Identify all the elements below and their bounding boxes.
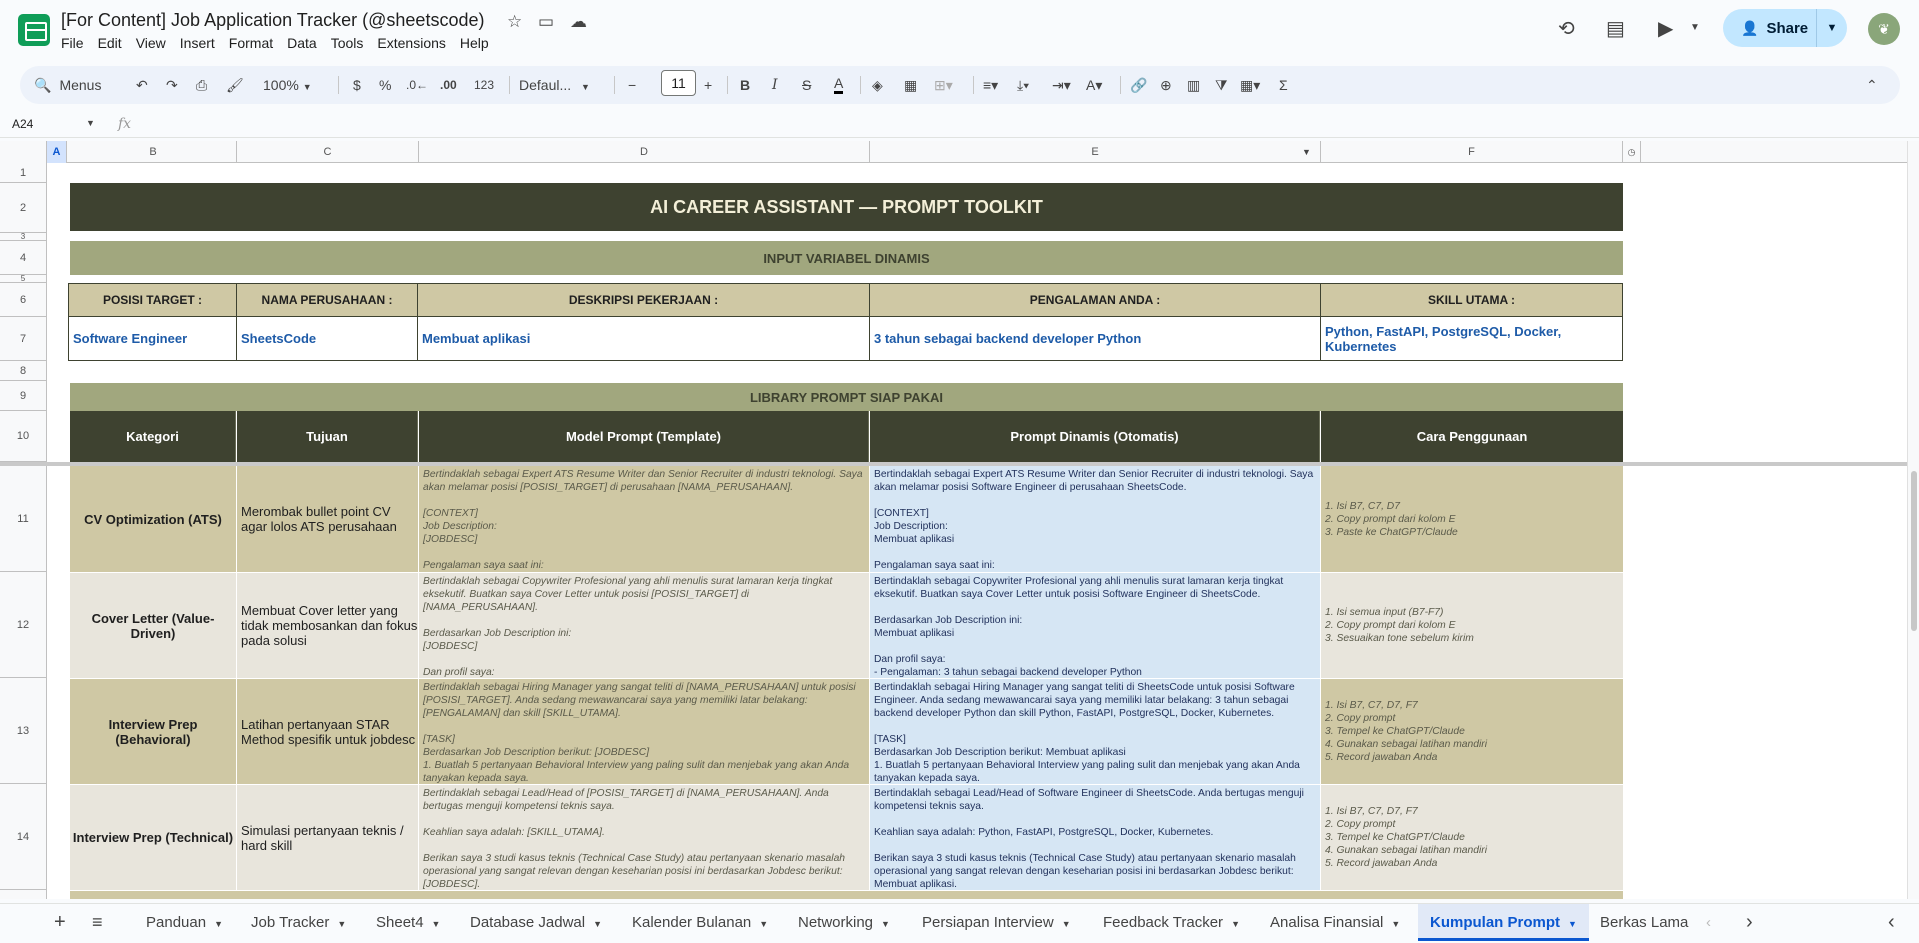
formula-input[interactable] (145, 116, 1845, 134)
menu-insert[interactable]: Insert (179, 35, 215, 51)
column-header-f[interactable]: F (1321, 141, 1623, 163)
row-header-9[interactable]: 9 (0, 381, 46, 411)
tab-label: Feedback Tracker (1103, 914, 1224, 931)
library-header-tujuan[interactable]: Tujuan (237, 411, 418, 462)
strikethrough-button[interactable]: S (802, 77, 812, 93)
tab-networking[interactable] (798, 904, 890, 941)
font-size-increase-icon[interactable]: + (704, 77, 713, 93)
paint-format-icon[interactable]: 🖌 (226, 77, 244, 93)
library-row-5-peek (70, 891, 1623, 899)
menu-help[interactable]: Help (459, 35, 489, 51)
decrease-decimal-button[interactable]: .0← (406, 78, 429, 92)
merge-cells-icon[interactable]: ⊞▾ (934, 77, 953, 93)
input-header-perusahaan[interactable]: NAMA PERUSAHAAN : (236, 283, 418, 317)
print-icon[interactable]: ⎙ (196, 77, 208, 93)
borders-icon[interactable]: ▦ (904, 77, 918, 93)
chevron-down-icon: ▼ (431, 919, 441, 929)
search-icon: 🔍 (34, 76, 52, 93)
input-header-deskripsi[interactable]: DESKRIPSI PEKERJAAN : (417, 283, 870, 317)
library-row-4-dinamis[interactable]: Bertindaklah sebagai Lead/Head of Software Engineer di SheetsCode. Anda bertugas menguji kompetensi teknis saya. Keahlian saya adalah: Python, FastAPI, PostgreSQL, Docker, Kubernetes. Berikan saya 3 studi kasus teknis (Technical Case Study) atau pertanyaan skenario masalah operasional yang sangat relevan dengan keseharian posisi ini berdasarkan Jobdesc berikut: Membuat aplikasi. (870, 785, 1320, 890)
row-header-13[interactable]: 13 (0, 678, 46, 784)
library-row-4-kategori[interactable]: Interview Prep (Technical) (70, 785, 236, 890)
library-row-4-cara[interactable]: 1. Isi B7, C7, D7, F7 2. Copy prompt 3. Tempel ke ChatGPT/Claude 4. Gunakan sebagai latihan mandiri 5. Record jawaban Anda (1321, 785, 1623, 890)
horizontal-align-icon[interactable]: ≡▾ (983, 77, 999, 93)
document-title[interactable]: [For Content] Job Application Tracker (@sheetscode) (61, 10, 485, 30)
scroll-tabs-right-icon[interactable]: › (1746, 911, 1753, 933)
menus-search-label: Menus (59, 77, 102, 93)
tab-label: Kumpulan Prompt (1430, 914, 1560, 931)
row-header-10[interactable]: 10 (0, 411, 46, 462)
number-format-button[interactable]: 123 (474, 78, 495, 92)
input-deskripsi-pekerjaan[interactable]: Membuat aplikasi (417, 316, 870, 361)
filter-icon[interactable]: ⧩ (1215, 77, 1228, 93)
library-header-kategori[interactable]: Kategori (70, 411, 236, 462)
tab-feedback-tracker[interactable] (1103, 904, 1240, 941)
collapse-toolbar-icon[interactable]: ⌃ (1866, 77, 1878, 93)
column-header-b[interactable]: B (70, 141, 237, 163)
row-header-12[interactable]: 12 (0, 572, 46, 678)
meet-icon[interactable]: ▶ (1658, 18, 1674, 40)
menu-edit[interactable]: Edit (97, 35, 122, 51)
scroll-tabs-left-icon[interactable]: ‹ (1706, 914, 1711, 931)
library-section-header[interactable]: LIBRARY PROMPT SIAP PAKAI (70, 383, 1623, 411)
menu-extensions[interactable]: Extensions (377, 35, 446, 51)
frozen-rows-divider[interactable] (0, 462, 1907, 466)
menu-view[interactable]: View (135, 35, 166, 51)
menus-search[interactable] (34, 74, 101, 96)
formula-bar (0, 112, 1919, 138)
row-header-11[interactable]: 11 (0, 466, 46, 572)
library-row-3-tujuan[interactable]: Latihan pertanyaan STAR Method spesifik untuk jobdesc (237, 679, 418, 784)
library-row-4-template[interactable]: Bertindaklah sebagai Lead/Head of [POSISI_TARGET] di [NAMA_PERUSAHAAN]. Anda bertugas menguji kompetensi teknis saya. Keahlian saya adalah: [SKILL_UTAMA]. Berikan saya 3 studi kasus teknis (Technical Case Study) atau pertanyaan skenario masalah operasional yang sangat relevan dengan keseharian posisi ini berdasarkan Jobdesc berikut: [JOBDESC]. (419, 785, 869, 890)
row-header-2[interactable]: 2 (0, 183, 46, 233)
tab-database-jadwal[interactable] (470, 904, 602, 941)
library-row-3-dinamis[interactable]: Bertindaklah sebagai Hiring Manager yang sangat teliti di SheetsCode untuk posisi Software Engineer. Anda sedang mewawancarai saya yang memiliki latar belakang: 3 tahun sebagai backend developer Python dan skill Python, FastAPI, PostgreSQL, Docker, Kubernetes. [TASK] Berdasarkan Job Description berikut: Membuat aplikasi 1. Buatlah 5 pertanyaan Behavioral Interview yang paling sulit dan menjebak yang akan Anda tanyakan kepada saya. (870, 679, 1320, 784)
title-bar (0, 0, 1919, 62)
library-row-1-kategori[interactable]: CV Optimization (ATS) (70, 466, 236, 572)
input-header-skill[interactable]: SKILL UTAMA : (1320, 283, 1623, 317)
spreadsheet-grid (47, 163, 1907, 899)
column-header-c[interactable]: C (237, 141, 419, 163)
column-header-g[interactable]: ◷ (1623, 141, 1641, 163)
menu-bar (61, 35, 503, 51)
menu-format[interactable]: Format (228, 35, 274, 51)
row-header-6[interactable]: 6 (0, 283, 46, 317)
italic-button[interactable]: I (772, 77, 778, 93)
bold-button[interactable]: B (740, 77, 751, 93)
library-row-2-cara[interactable]: 1. Isi semua input (B7-F7) 2. Copy prompt dari kolom E 3. Sesuaikan tone sebelum kirim (1321, 573, 1623, 678)
increase-decimal-button[interactable]: .00 (440, 78, 457, 92)
column-header-a[interactable]: A (47, 141, 67, 163)
star-icon[interactable]: ☆ (507, 12, 523, 31)
currency-button[interactable]: $ (353, 77, 361, 93)
column-header-bar (0, 141, 1919, 163)
select-all-corner[interactable] (0, 141, 47, 163)
tab-job-tracker[interactable] (251, 904, 346, 941)
library-row-1-dinamis[interactable]: Bertindaklah sebagai Expert ATS Resume Writer dan Senior Recruiter di industri teknologi. Saya akan melamar posisi Software Engineer di perusahaan SheetsCode. [CONTEXT] Job Description: Membuat aplikasi Pengalaman saya saat ini: (870, 466, 1320, 572)
library-row-2-kategori[interactable]: Cover Letter (Value-Driven) (70, 573, 236, 678)
font-caret-icon: ▼ (581, 82, 590, 92)
row-header-7[interactable]: 7 (0, 317, 46, 361)
redo-icon[interactable]: ↷ (166, 77, 178, 93)
insert-chart-icon[interactable]: ▥ (1187, 77, 1201, 93)
fx-icon: fx (118, 116, 132, 132)
insert-comment-icon[interactable]: ⊕ (1160, 77, 1172, 93)
row-header-3[interactable]: 3 (0, 233, 46, 241)
row-header-1[interactable]: 1 (0, 163, 46, 183)
tab-label: Kalender Bulanan (632, 914, 752, 931)
chevron-down-icon: ▼ (1568, 919, 1577, 929)
chevron-down-icon: ▼ (1231, 919, 1240, 929)
column-header-e[interactable]: E (870, 141, 1321, 163)
input-section-header[interactable]: INPUT VARIABEL DINAMIS (70, 241, 1623, 275)
meet-caret-icon[interactable]: ▼ (1690, 22, 1700, 33)
divider (509, 76, 510, 94)
chevron-down-icon: ▼ (593, 919, 602, 929)
library-row-1-tujuan[interactable]: Merombak bullet point CV agar lolos ATS perusahaan (237, 466, 418, 572)
input-header-posisi[interactable]: POSISI TARGET : (68, 283, 237, 317)
library-row-2-tujuan[interactable]: Membuat Cover letter yang tidak membosankan dan fokus pada solusi (237, 573, 418, 678)
row-header-4[interactable]: 4 (0, 241, 46, 275)
tab-label: Networking (798, 914, 874, 931)
tab-label: Analisa Finansial (1270, 914, 1384, 931)
avatar[interactable]: ❦ (1868, 13, 1900, 45)
tab-label: Job Tracker (251, 914, 330, 931)
font-size-decrease-icon[interactable]: − (628, 77, 637, 93)
divider (727, 76, 728, 94)
font-value: Defaul... (519, 77, 572, 93)
tab-panduan[interactable] (146, 904, 223, 941)
share-button[interactable] (1723, 9, 1817, 47)
library-header-dinamis[interactable]: Prompt Dinamis (Otomatis) (870, 411, 1320, 462)
version-history-icon[interactable]: ⟲ (1558, 18, 1575, 40)
library-row-2-dinamis[interactable]: Bertindaklah sebagai Copywriter Profesional yang ahli menulis surat lamaran kerja tingkat eksekutif. Buatkan saya Cover Letter untuk posisi Software Engineer di SheetsCode. Berdasarkan Job Description ini: Membuat aplikasi Dan profil saya: - Pengalaman: 3 tahun sebagai backend developer Python (870, 573, 1320, 678)
vertical-scrollbar[interactable] (1907, 141, 1919, 899)
cloud-status-icon[interactable]: ☁ (570, 12, 587, 31)
sheet-tab-bar (0, 903, 1919, 940)
vertical-scrollbar-thumb[interactable] (1911, 471, 1917, 631)
comments-icon[interactable]: ▤ (1606, 18, 1625, 40)
share-options-button[interactable]: ▼ (1826, 22, 1838, 34)
share-button-group (1723, 9, 1847, 47)
tab-persiapan-interview[interactable] (922, 904, 1071, 941)
collapse-side-panel-icon[interactable]: ‹ (1888, 911, 1895, 933)
percent-button[interactable]: % (379, 77, 392, 93)
functions-icon[interactable]: Σ (1279, 77, 1288, 93)
toolbar (20, 66, 1900, 104)
input-pengalaman[interactable]: 3 tahun sebagai backend developer Python (869, 316, 1321, 361)
input-posisi-target[interactable]: Software Engineer (68, 316, 237, 361)
tab-label: Berkas Lama (1600, 914, 1689, 931)
zoom-select[interactable] (263, 76, 312, 96)
input-nama-perusahaan[interactable]: SheetsCode (236, 316, 418, 361)
input-header-pengalaman[interactable]: PENGALAMAN ANDA : (869, 283, 1321, 317)
input-skill-utama[interactable]: Python, FastAPI, PostgreSQL, Docker, Kubernetes (1320, 316, 1623, 361)
name-box[interactable]: A24 (12, 117, 34, 131)
tab-kalender-bulanan[interactable] (632, 904, 768, 941)
tab-label: Persiapan Interview (922, 914, 1054, 931)
chevron-down-icon: ▼ (759, 919, 769, 929)
chevron-down-icon: ▼ (214, 919, 223, 929)
name-box-caret-icon[interactable]: ▼ (86, 118, 95, 128)
library-row-1-cara[interactable]: 1. Isi B7, C7, D7 2. Copy prompt dari kolom E 3. Paste ke ChatGPT/Claude (1321, 466, 1623, 572)
column-e-filter-icon[interactable]: ▼ (1302, 147, 1311, 157)
vertical-align-icon[interactable]: ⤓▾ (1017, 77, 1030, 93)
library-row-2-template[interactable]: Bertindaklah sebagai Copywriter Profesional yang ahli menulis surat lamaran kerja tingkat eksekutif. Buatkan saya Cover Letter untuk posisi [POSISI_TARGET] di [NAMA_PERUSAHAAN]. Berdasarkan Job Description ini: [JOBDESC] Dan profil saya: (419, 573, 869, 678)
tab-berkas-lama[interactable] (1600, 904, 1692, 941)
fill-color-icon[interactable]: ◈ (872, 77, 883, 93)
row-header-5[interactable]: 5 (0, 275, 46, 283)
divider (860, 76, 861, 94)
main-title[interactable]: AI CAREER ASSISTANT — PROMPT TOOLKIT (70, 183, 1623, 231)
text-wrapping-icon[interactable]: ⇥▾ (1052, 77, 1071, 93)
chevron-down-icon: ▼ (881, 919, 890, 929)
tab-sheet4[interactable] (376, 904, 440, 941)
tab-analisa-finansial[interactable] (1270, 904, 1400, 941)
font-size-input[interactable]: 11 (661, 70, 696, 96)
share-label: Share (1766, 19, 1809, 37)
library-row-1-template[interactable]: Bertindaklah sebagai Expert ATS Resume Writer dan Senior Recruiter di industri teknologi. Saya akan melamar posisi [POSISI_TARGET] di perusahaan [NAMA_PERUSAHAAN]. [CONTEXT] Job Description: [JOBDESC] Pengalaman saya saat ini: (419, 466, 869, 572)
filter-views-icon[interactable]: ▦▾ (1240, 77, 1261, 93)
text-rotation-icon[interactable]: A▾ (1086, 77, 1103, 93)
row-header-8[interactable]: 8 (0, 361, 46, 381)
row-header-bar (0, 163, 47, 899)
divider (614, 76, 615, 94)
tab-label: Panduan (146, 914, 207, 931)
zoom-value: 100% (263, 77, 299, 93)
insert-link-icon[interactable]: 🔗 (1130, 77, 1148, 93)
zoom-caret-icon: ▼ (302, 82, 312, 92)
chevron-down-icon: ▼ (1391, 919, 1401, 929)
divider (973, 76, 974, 94)
text-color-button[interactable]: A (834, 76, 843, 94)
tab-kumpulan-prompt[interactable] (1418, 904, 1589, 941)
library-header-template[interactable]: Model Prompt (Template) (419, 411, 869, 462)
tab-label: Database Jadwal (470, 914, 586, 931)
row-header-14[interactable]: 14 (0, 784, 46, 890)
tab-label: Sheet4 (376, 914, 424, 931)
add-sheet-icon[interactable]: + (54, 911, 66, 933)
divider (1120, 76, 1121, 94)
font-select[interactable] (519, 76, 590, 96)
divider (338, 76, 339, 94)
all-sheets-icon[interactable]: ≡ (92, 912, 103, 932)
sheets-logo-icon[interactable] (18, 14, 50, 46)
chevron-down-icon: ▼ (337, 919, 347, 929)
library-row-3-template[interactable]: Bertindaklah sebagai Hiring Manager yang sangat teliti di [NAMA_PERUSAHAAN] untuk posisi [POSISI_TARGET]. Anda sedang mewawancarai saya yang memiliki latar belakang: [PENGALAMAN] dan skill [SKILL_UTAMA]. [TASK] Berdasarkan Job Description berikut: [JOBDESC] 1. Buatlah 5 pertanyaan Behavioral Interview yang paling sulit dan menjebak yang akan Anda tanyakan kepada saya. (419, 679, 869, 784)
move-folder-icon[interactable]: ▭ (538, 12, 555, 31)
column-header-d[interactable]: D (419, 141, 870, 163)
menu-data[interactable]: Data (287, 35, 317, 51)
people-icon: 👤 (1741, 19, 1759, 36)
menu-file[interactable]: File (61, 35, 84, 51)
chevron-down-icon: ▼ (1061, 919, 1071, 929)
library-row-3-kategori[interactable]: Interview Prep (Behavioral) (70, 679, 236, 784)
library-header-cara[interactable]: Cara Penggunaan (1321, 411, 1623, 462)
library-row-3-cara[interactable]: 1. Isi B7, C7, D7, F7 2. Copy prompt 3. Tempel ke ChatGPT/Claude 4. Gunakan sebagai latihan mandiri 5. Record jawaban Anda (1321, 679, 1623, 784)
menu-tools[interactable]: Tools (330, 35, 364, 51)
undo-icon[interactable]: ↶ (136, 77, 148, 93)
library-row-4-tujuan[interactable]: Simulasi pertanyaan teknis / hard skill (237, 785, 418, 890)
